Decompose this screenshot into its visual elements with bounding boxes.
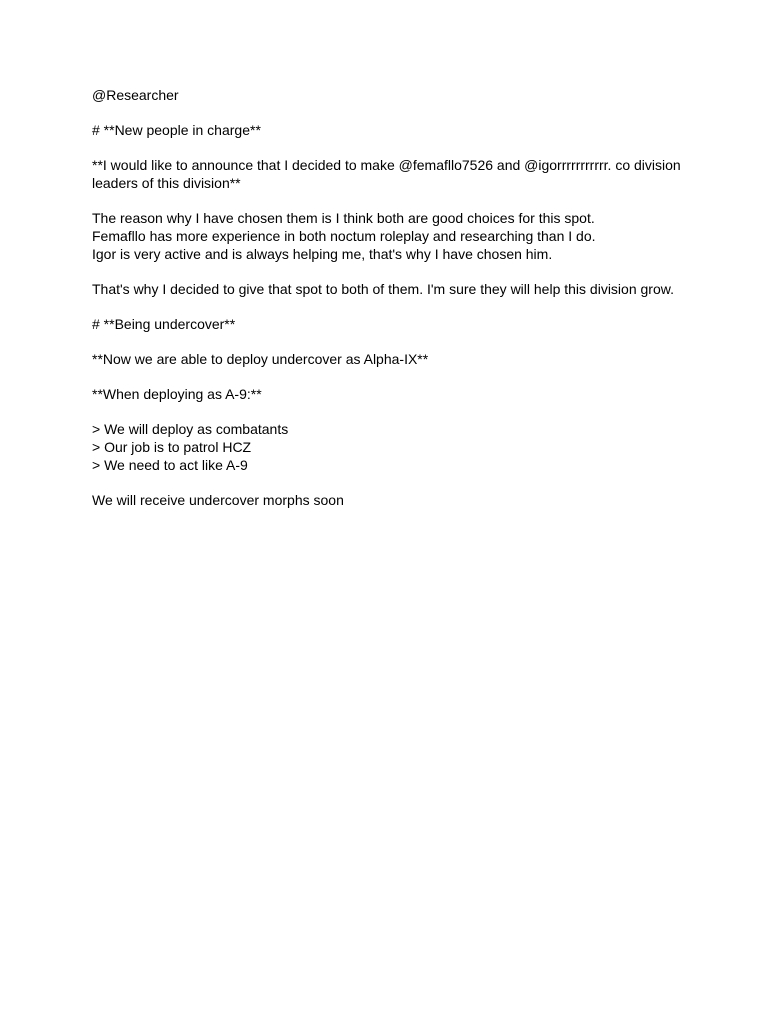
mention-text: @Researcher bbox=[92, 87, 179, 103]
document-page bbox=[92, 86, 682, 526]
quote-line: > We will deploy as combatants bbox=[92, 421, 289, 437]
quote-block bbox=[92, 420, 682, 474]
heading-text: # **New people in charge** bbox=[92, 122, 261, 138]
reason-line: Igor is very active and is always helping me, that's why I have chosen him. bbox=[92, 246, 553, 262]
mention-line bbox=[92, 86, 682, 104]
quote-line: > Our job is to patrol HCZ bbox=[92, 439, 252, 455]
heading-text: # **Being undercover** bbox=[92, 316, 236, 332]
announcement-paragraph bbox=[92, 156, 682, 192]
announcement-text: **I would like to announce that I decided to make @femafllo7526 and @igorrrrrrrrrrr. co division leaders of this division** bbox=[92, 157, 681, 191]
deploy-note-paragraph bbox=[92, 350, 682, 368]
conclusion-paragraph bbox=[92, 280, 682, 298]
reason-line: The reason why I have chosen them is I think both are good choices for this spot. bbox=[92, 210, 595, 226]
heading-undercover bbox=[92, 315, 682, 333]
closing-text: We will receive undercover morphs soon bbox=[92, 492, 344, 508]
deploy-heading-text: **When deploying as A-9:** bbox=[92, 386, 262, 402]
closing-paragraph bbox=[92, 491, 682, 509]
heading-new-people bbox=[92, 121, 682, 139]
reason-paragraph bbox=[92, 209, 682, 263]
reason-line: Femafllo has more experience in both noctum roleplay and researching than I do. bbox=[92, 228, 596, 244]
conclusion-text: That's why I decided to give that spot to both of them. I'm sure they will help this division grow. bbox=[92, 281, 674, 297]
deploy-note-text: **Now we are able to deploy undercover as Alpha-IX** bbox=[92, 351, 429, 367]
quote-line: > We need to act like A-9 bbox=[92, 457, 248, 473]
deploy-heading-paragraph bbox=[92, 385, 682, 403]
